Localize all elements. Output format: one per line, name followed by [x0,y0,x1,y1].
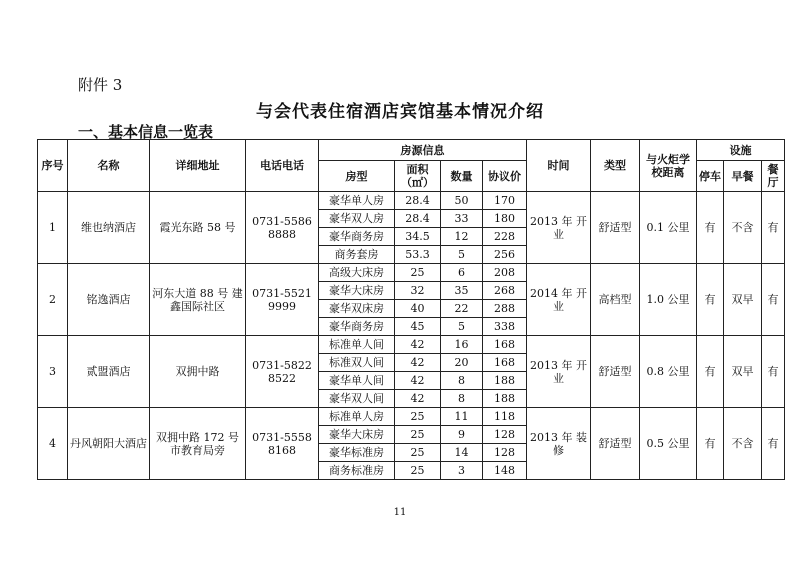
room-type: 豪华商务房 [319,318,395,336]
hotel-breakfast: 不含 [724,192,762,264]
hotel-name: 贰盟酒店 [68,336,150,408]
room-area: 25 [395,264,441,282]
hotel-parking: 有 [697,264,724,336]
header-restaurant: 餐厅 [762,161,785,192]
room-area: 42 [395,336,441,354]
header-room-group: 房源信息 [319,140,527,161]
room-count: 50 [441,192,483,210]
hotel-category: 舒适型 [591,336,640,408]
hotel-address: 河东大道 88 号 建鑫国际社区 [150,264,246,336]
hotel-breakfast: 双早 [724,336,762,408]
hotel-category: 舒适型 [591,192,640,264]
hotel-distance: 0.1 公里 [640,192,697,264]
page-number: 11 [393,507,407,518]
room-area: 34.5 [395,228,441,246]
room-price: 268 [483,282,527,300]
room-count: 35 [441,282,483,300]
hotel-restaurant: 有 [762,408,785,480]
header-area: 面积（㎡） [395,161,441,192]
room-count: 8 [441,390,483,408]
header-phone: 电话电话 [246,140,319,192]
room-count: 33 [441,210,483,228]
room-type: 商务套房 [319,246,395,264]
hotel-seq: 2 [38,264,68,336]
room-count: 16 [441,336,483,354]
room-type: 高级大床房 [319,264,395,282]
hotel-seq: 4 [38,408,68,480]
hotel-breakfast: 不含 [724,408,762,480]
room-type: 标准单人间 [319,336,395,354]
room-area: 25 [395,444,441,462]
section-heading: 一、基本信息一览表 [78,123,214,141]
hotel-distance: 0.8 公里 [640,336,697,408]
room-type: 豪华单人间 [319,372,395,390]
room-area: 25 [395,426,441,444]
room-type: 豪华双人间 [319,390,395,408]
hotel-phone: 0731-5822 8522 [246,336,319,408]
room-area: 28.4 [395,210,441,228]
room-type: 豪华商务房 [319,228,395,246]
room-count: 5 [441,318,483,336]
hotel-time: 2013 年 装修 [527,408,591,480]
room-price: 288 [483,300,527,318]
room-count: 9 [441,426,483,444]
hotel-address: 双拥中路 [150,336,246,408]
table-row [38,336,785,354]
table-row [38,192,785,210]
room-type: 豪华单人房 [319,192,395,210]
room-type: 标准双人间 [319,354,395,372]
room-price: 168 [483,336,527,354]
table-row [38,264,785,282]
room-type: 豪华大床房 [319,282,395,300]
room-count: 8 [441,372,483,390]
hotel-restaurant: 有 [762,336,785,408]
hotel-name: 维也纳酒店 [68,192,150,264]
room-count: 5 [441,246,483,264]
room-price: 338 [483,318,527,336]
room-area: 53.3 [395,246,441,264]
header-parking: 停车 [697,161,724,192]
table-row [38,408,785,426]
room-type: 标准单人房 [319,408,395,426]
hotel-breakfast: 双早 [724,264,762,336]
room-area: 42 [395,372,441,390]
room-price: 188 [483,372,527,390]
hotel-time: 2014 年 开业 [527,264,591,336]
room-count: 3 [441,462,483,480]
room-area: 42 [395,354,441,372]
hotel-parking: 有 [697,336,724,408]
room-area: 25 [395,408,441,426]
hotel-distance: 0.5 公里 [640,408,697,480]
room-area: 42 [395,390,441,408]
room-price: 148 [483,462,527,480]
room-price: 208 [483,264,527,282]
hotel-parking: 有 [697,408,724,480]
room-type: 豪华双床房 [319,300,395,318]
room-price: 228 [483,228,527,246]
hotel-info-table [37,139,785,480]
hotel-seq: 3 [38,336,68,408]
header-price: 协议价 [483,161,527,192]
header-category: 类型 [591,140,640,192]
room-type: 商务标准房 [319,462,395,480]
room-price: 256 [483,246,527,264]
hotel-name: 铭逸酒店 [68,264,150,336]
room-area: 25 [395,462,441,480]
hotel-address: 双拥中路 172 号 市教育局旁 [150,408,246,480]
room-count: 14 [441,444,483,462]
room-price: 128 [483,426,527,444]
room-count: 11 [441,408,483,426]
header-name: 名称 [68,140,150,192]
hotel-restaurant: 有 [762,264,785,336]
room-price: 168 [483,354,527,372]
room-area: 32 [395,282,441,300]
header-facilities: 设施 [697,140,785,161]
room-count: 6 [441,264,483,282]
header-address: 详细地址 [150,140,246,192]
header-breakfast: 早餐 [724,161,762,192]
room-price: 180 [483,210,527,228]
header-room-type: 房型 [319,161,395,192]
room-price: 128 [483,444,527,462]
room-type: 豪华标准房 [319,444,395,462]
hotel-phone: 0731-5586 8888 [246,192,319,264]
hotel-time: 2013 年 开业 [527,336,591,408]
room-count: 20 [441,354,483,372]
room-price: 170 [483,192,527,210]
hotel-phone: 0731-5521 9999 [246,264,319,336]
room-type: 豪华双人房 [319,210,395,228]
room-area: 40 [395,300,441,318]
hotel-distance: 1.0 公里 [640,264,697,336]
header-seq: 序号 [38,140,68,192]
room-price: 188 [483,390,527,408]
hotel-category: 舒适型 [591,408,640,480]
header-distance: 与火炬学校距离 [640,140,697,192]
hotel-parking: 有 [697,192,724,264]
room-area: 28.4 [395,192,441,210]
hotel-name: 丹风朝阳大酒店 [68,408,150,480]
hotel-time: 2013 年 开业 [527,192,591,264]
room-count: 22 [441,300,483,318]
room-price: 118 [483,408,527,426]
header-time: 时间 [527,140,591,192]
hotel-restaurant: 有 [762,192,785,264]
hotel-table-body [38,192,785,480]
document-title: 与会代表住宿酒店宾馆基本情况介绍 [256,102,544,122]
attachment-label: 附件 3 [78,76,123,94]
hotel-phone: 0731-5558 8168 [246,408,319,480]
hotel-category: 高档型 [591,264,640,336]
room-type: 豪华大床房 [319,426,395,444]
room-count: 12 [441,228,483,246]
hotel-address: 霞光东路 58 号 [150,192,246,264]
room-area: 45 [395,318,441,336]
header-count: 数量 [441,161,483,192]
hotel-seq: 1 [38,192,68,264]
